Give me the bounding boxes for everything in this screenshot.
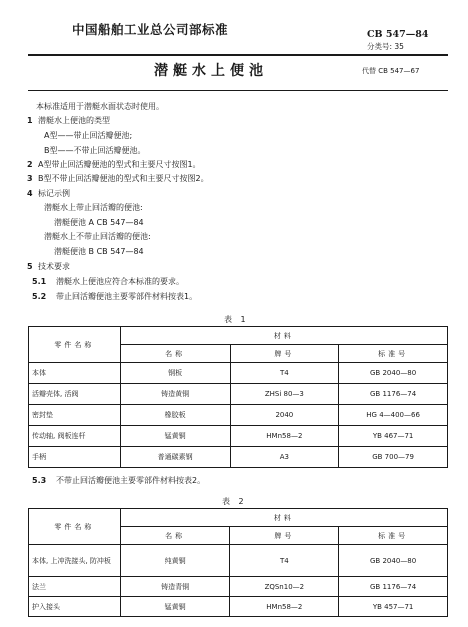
- header-cell: 零件名称: [29, 509, 121, 545]
- section-number: 4: [27, 189, 33, 198]
- section-number: 2: [27, 160, 33, 169]
- table-row: 密封垫 橡胶板 2040 HG 4—400—66: [29, 405, 448, 426]
- title-divider: [28, 90, 448, 91]
- type-b-line: B型——不带止回活瓣便池。: [44, 146, 146, 155]
- paragraph-text: B型不带止回活瓣便池的型式和主要尺寸按图2。: [38, 174, 209, 183]
- section-number: 3: [27, 174, 33, 183]
- issuer-title: 中国船舶工业总公司部标准: [72, 22, 229, 37]
- table-caption: 表 1: [224, 315, 249, 324]
- classification-code: 分类号: 35: [367, 42, 404, 51]
- section-number: 1: [27, 116, 33, 125]
- clause-text: 潜艇水上便池应符合本标准的要求。: [56, 277, 184, 286]
- header-cell: 标准号: [339, 527, 448, 545]
- table-row: 传动轴, 阀板连杆 锰黄铜 HMn58—2 YB 467—71: [29, 426, 448, 447]
- clause-number: 5.2: [32, 292, 47, 301]
- clause-number: 5.3: [32, 476, 47, 485]
- table-row: 手柄 普通碳素钢 A3 GB 700—79: [29, 447, 448, 468]
- materials-table-2: [28, 508, 448, 617]
- clause-number: 5.1: [32, 277, 47, 286]
- type-a-line: A型——带止回活瓣便池;: [44, 131, 133, 140]
- materials-table-1: [28, 326, 448, 468]
- paragraph-text: A型带止回活瓣便池的型式和主要尺寸按图1。: [38, 160, 201, 169]
- clause-text: 不带止回活瓣便池主要零部件材料按表2。: [56, 476, 206, 485]
- table-row: 法兰 铸造青铜 ZQSn10—2 GB 1176—74: [29, 577, 448, 597]
- document-title: 潜艇水上便池: [154, 63, 268, 79]
- example-b-desc: 潜艇水上不带止回活瓣的便池:: [44, 232, 151, 241]
- example-b-mark: 潜艇便池 B CB 547—84: [54, 247, 144, 256]
- header-cell: 名称: [120, 527, 230, 545]
- header-cell: 零件名称: [29, 327, 121, 363]
- section-heading: 潜艇水上便池的类型: [38, 116, 110, 125]
- table-row: 本体 钢板 T4 GB 2040—80: [29, 363, 448, 384]
- header-divider: [28, 54, 448, 56]
- header-cell: 材料: [120, 509, 447, 527]
- table-row: 活瓣壳体, 活阀 铸造黄铜 ZHSi 80—3 GB 1176—74: [29, 384, 448, 405]
- intro-text: 本标准适用于潜艇水面状态时使用。: [36, 102, 164, 111]
- standard-number: CB 547—84: [367, 29, 429, 40]
- clause-text: 带止回活瓣便池主要零部件材料按表1。: [56, 292, 198, 301]
- header-cell: 名称: [120, 345, 230, 363]
- section-number: 5: [27, 262, 33, 271]
- example-a-mark: 潜艇便池 A CB 547—84: [54, 218, 144, 227]
- header-cell: 牌号: [230, 527, 339, 545]
- header-cell: 牌号: [230, 345, 339, 363]
- example-a-desc: 潜艇水上带止回活瓣的便池:: [44, 203, 143, 212]
- table-row: 护入接头 锰黄铜 HMn58—2 YB 457—71: [29, 597, 448, 617]
- replaces-note: 代替 CB 547—67: [362, 67, 420, 75]
- header-cell: 标准号: [339, 345, 448, 363]
- section-heading: 标记示例: [38, 189, 70, 198]
- table-row: 本体, 上冲洗接头, 防冲板 纯黄铜 T4 GB 2040—80: [29, 545, 448, 577]
- header-cell: 材料: [120, 327, 447, 345]
- section-heading: 技术要求: [38, 262, 70, 271]
- table-caption: 表 2: [222, 497, 247, 506]
